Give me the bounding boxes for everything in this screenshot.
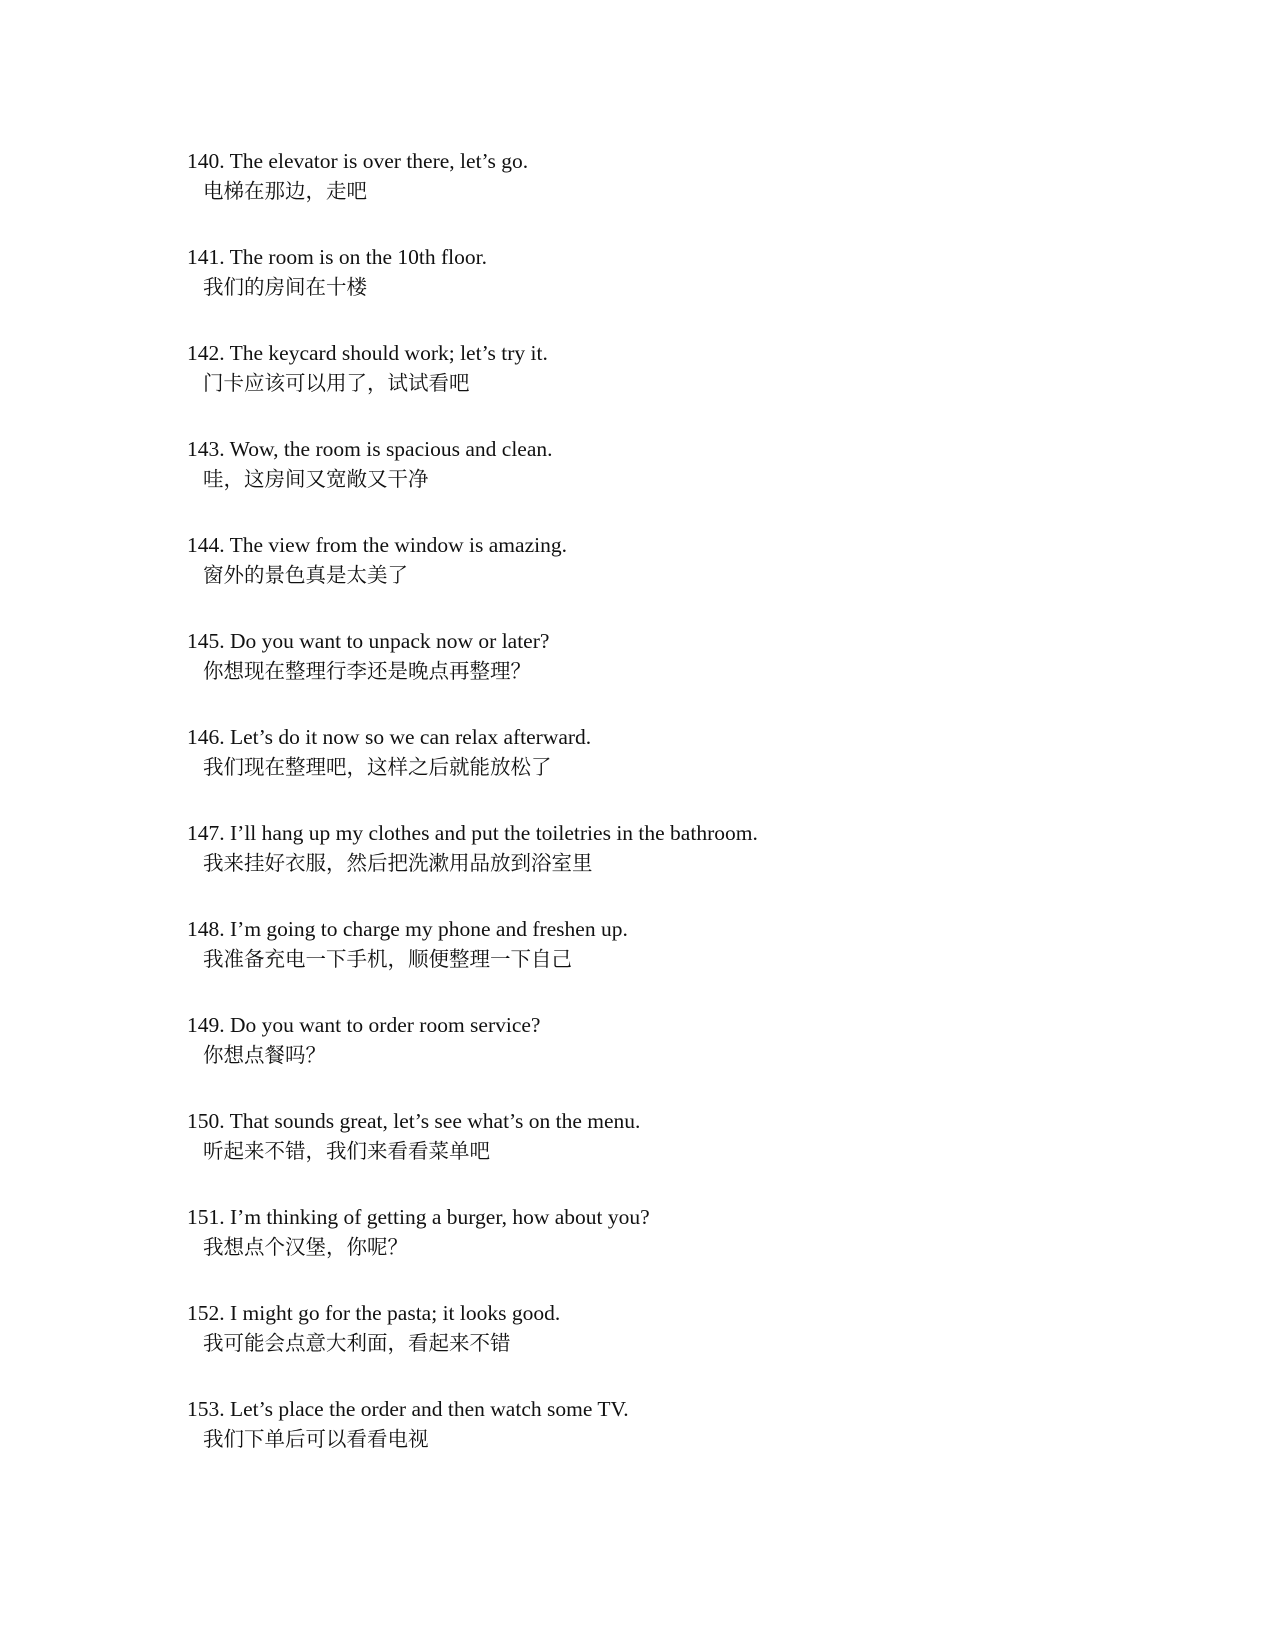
- entry-number: 144.: [187, 533, 225, 557]
- english-text: Let’s place the order and then watch some TV.: [230, 1397, 629, 1421]
- english-sentence: [187, 242, 1187, 272]
- english-sentence: [187, 530, 1187, 560]
- chinese-translation: 哇，这房间又宽敞又干净: [203, 467, 429, 491]
- entry-number: 145.: [187, 629, 225, 653]
- entry-number: 151.: [187, 1205, 225, 1229]
- english-text: I might go for the pasta; it looks good.: [230, 1301, 561, 1325]
- phrase-entry: [187, 626, 1187, 722]
- chinese-translation: 我可能会点意大利面，看起来不错: [203, 1331, 511, 1355]
- entry-number: 146.: [187, 725, 225, 749]
- entry-number: 142.: [187, 341, 225, 365]
- chinese-translation: 我们下单后可以看看电视: [203, 1427, 429, 1451]
- english-text: The view from the window is amazing.: [229, 533, 567, 557]
- english-sentence: [187, 1298, 1187, 1328]
- english-text: I’m thinking of getting a burger, how about you?: [230, 1205, 650, 1229]
- phrase-entry: [187, 722, 1187, 818]
- english-text: That sounds great, let’s see what’s on the menu.: [229, 1109, 641, 1133]
- english-sentence: [187, 146, 1187, 176]
- english-sentence: [187, 914, 1187, 944]
- entry-number: 141.: [187, 245, 225, 269]
- english-sentence: [187, 338, 1187, 368]
- phrase-entry: [187, 242, 1187, 338]
- entry-number: 148.: [187, 917, 225, 941]
- phrase-entry: [187, 1394, 1187, 1490]
- entry-number: 152.: [187, 1301, 225, 1325]
- english-text: Do you want to unpack now or later?: [230, 629, 550, 653]
- english-text: The keycard should work; let’s try it.: [229, 341, 548, 365]
- entry-number: 140.: [187, 149, 225, 173]
- english-sentence: [187, 1010, 1187, 1040]
- entry-number: 153.: [187, 1397, 225, 1421]
- english-text: I’m going to charge my phone and freshen up.: [230, 917, 628, 941]
- entry-number: 147.: [187, 821, 225, 845]
- chinese-translation: 我们的房间在十楼: [203, 275, 367, 299]
- english-text: Do you want to order room service?: [230, 1013, 541, 1037]
- english-sentence: [187, 626, 1187, 656]
- english-text: The room is on the 10th floor.: [229, 245, 487, 269]
- entry-number: 143.: [187, 437, 225, 461]
- chinese-translation: 我准备充电一下手机，顺便整理一下自己: [203, 947, 572, 971]
- english-sentence: [187, 434, 1187, 464]
- english-text: Wow, the room is spacious and clean.: [229, 437, 553, 461]
- phrase-entry: [187, 338, 1187, 434]
- phrase-entry: [187, 818, 1187, 914]
- phrase-entry: [187, 434, 1187, 530]
- english-text: Let’s do it now so we can relax afterward.: [230, 725, 592, 749]
- phrase-entry: [187, 1202, 1187, 1298]
- english-sentence: [187, 1394, 1187, 1424]
- phrase-entry: [187, 914, 1187, 1010]
- chinese-translation: 我想点个汉堡，你呢？: [203, 1235, 408, 1259]
- english-text: The elevator is over there, let’s go.: [229, 149, 529, 173]
- chinese-translation: 你想现在整理行李还是晚点再整理？: [203, 659, 531, 683]
- english-text: I’ll hang up my clothes and put the toiletries in the bathroom.: [230, 821, 758, 845]
- english-sentence: [187, 818, 1187, 848]
- chinese-translation: 听起来不错，我们来看看菜单吧: [203, 1139, 490, 1163]
- english-sentence: [187, 722, 1187, 752]
- chinese-translation: 门卡应该可以用了，试试看吧: [203, 371, 470, 395]
- phrase-entry: [187, 1106, 1187, 1202]
- chinese-translation: 我来挂好衣服，然后把洗漱用品放到浴室里: [203, 851, 593, 875]
- phrase-entry: [187, 1010, 1187, 1106]
- entry-number: 149.: [187, 1013, 225, 1037]
- phrase-entry: [187, 146, 1187, 242]
- chinese-translation: 你想点餐吗？: [203, 1043, 326, 1067]
- english-sentence: [187, 1202, 1187, 1232]
- chinese-translation: 我们现在整理吧，这样之后就能放松了: [203, 755, 552, 779]
- english-sentence: [187, 1106, 1187, 1136]
- chinese-translation: 电梯在那边，走吧: [203, 179, 367, 203]
- chinese-translation: 窗外的景色真是太美了: [203, 563, 408, 587]
- phrase-entry: [187, 1298, 1187, 1394]
- entry-number: 150.: [187, 1109, 225, 1133]
- phrase-list: [187, 146, 1187, 1490]
- phrase-entry: [187, 530, 1187, 626]
